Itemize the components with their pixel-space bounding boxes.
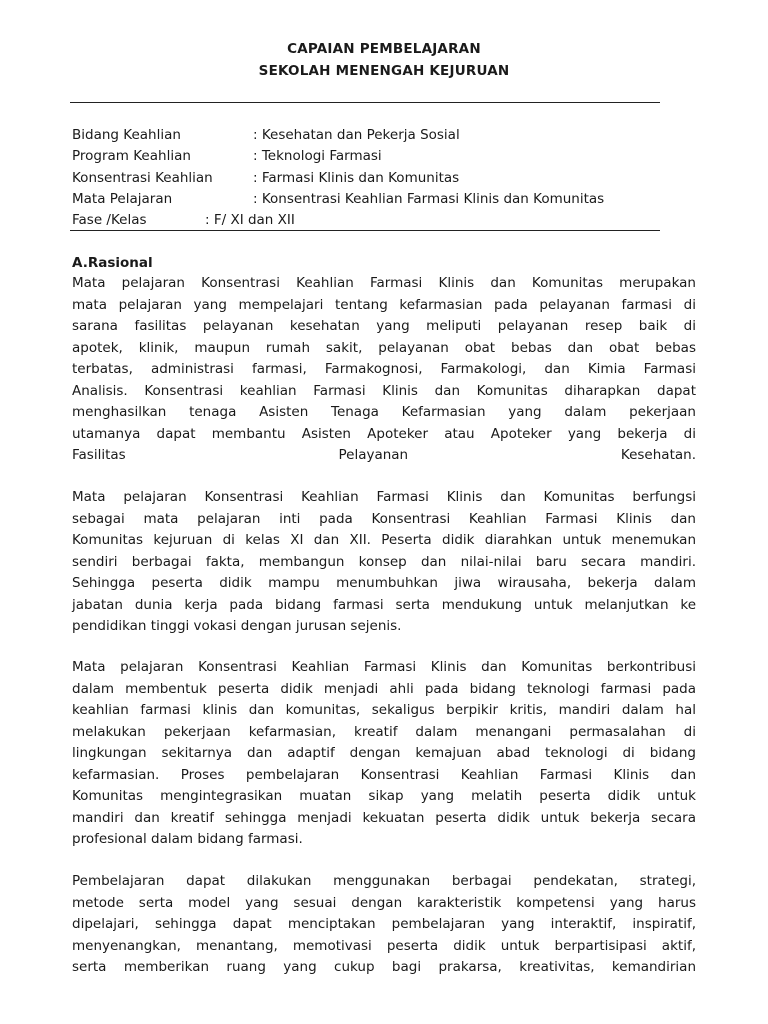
paragraph-line: sarana fasilitas pelayanan kesehatan yang meliputi pelayanan resep baik di: [72, 318, 696, 334]
paragraph-line: dalam membentuk peserta didik menjadi ahli pada bidang teknologi farmasi pada: [72, 680, 696, 697]
header-divider: [70, 102, 660, 103]
meta-label: Program Keahlian: [72, 148, 191, 164]
meta-label: Fase /Kelas: [72, 212, 147, 228]
paragraph-line: keahlian farmasi klinis dan komunitas, sekaligus berpikir kritis, mandiri dalam hal: [72, 702, 696, 718]
paragraph-line: apotek, klinik, maupun rumah sakit, pelayanan obat bebas dan obat bebas: [72, 339, 696, 356]
section-heading-rasional: A.Rasional: [72, 255, 153, 271]
meta-row-konsentrasi: [72, 170, 460, 186]
meta-divider: [70, 230, 660, 231]
paragraph-line: Sehingga peserta didik mampu menumbuhkan jiwa wirausaha, bekerja dalam: [72, 575, 696, 591]
meta-label: Mata Pelajaran: [72, 191, 173, 207]
paragraph-line: Mata pelajaran Konsentrasi Keahlian Farmasi Klinis dan Komunitas berfungsi: [72, 489, 696, 505]
meta-row-program: [72, 148, 382, 164]
paragraph-line: serta memberikan ruang yang cukup bagi prakarsa, kreativitas, kemandirian: [72, 959, 696, 975]
paragraph-line: sebagai mata pelajaran inti pada Konsentrasi Keahlian Farmasi Klinis dan: [72, 510, 696, 527]
paragraph-line: Komunitas mengintegrasikan muatan sikap yang melatih peserta didik untuk: [72, 788, 696, 804]
paragraph-line: sendiri berbagai fakta, membangun konsep dan nilai-nilai baru secara mandiri.: [72, 553, 696, 570]
paragraph-line: terbatas, administrasi farmasi, Farmakognosi, Farmakologi, dan Kimia Farmasi: [72, 361, 696, 377]
paragraph-line: utamanya dapat membantu Asisten Apoteker atau Apoteker yang bekerja di: [72, 425, 696, 442]
paragraph-line: melakukan pekerjaan kefarmasian, kreatif dalam menangani permasalahan di: [72, 723, 696, 740]
meta-value: : Konsentrasi Keahlian Farmasi Klinis dan Komunitas: [253, 191, 605, 207]
paragraph-3: [72, 657, 696, 851]
paragraph-line: Mata pelajaran Konsentrasi Keahlian Farmasi Klinis dan Komunitas merupakan: [72, 275, 696, 291]
meta-value: : F/ XI dan XII: [205, 212, 295, 228]
paragraph-line: jabatan dunia kerja pada bidang farmasi serta mendukung untuk melanjutkan ke: [72, 596, 696, 613]
meta-row-fase: [72, 212, 295, 228]
paragraph-2: [72, 487, 696, 638]
paragraph-line: profesional dalam bidang farmasi.: [72, 831, 303, 847]
paragraph-4: [72, 871, 696, 979]
document-title: CAPAIAN PEMBELAJARAN: [287, 41, 481, 57]
paragraph-line: menyenangkan, menantang, memotivasi peserta didik untuk berpartisipasi aktif,: [72, 937, 696, 954]
paragraph-line: lingkungan sekitarnya dan adaptif dengan kemajuan abad teknologi di bidang: [72, 745, 696, 761]
paragraph-line: Pembelajaran dapat dilakukan menggunakan berbagai pendekatan, strategi,: [72, 873, 696, 889]
paragraph-line: Fasilitas Pelayanan Kesehatan.: [72, 447, 696, 463]
meta-value: : Farmasi Klinis dan Komunitas: [253, 170, 460, 186]
paragraph-line: mata pelajaran yang mempelajari tentang kefarmasian pada pelayanan farmasi di: [72, 296, 696, 313]
paragraph-line: menghasilkan tenaga Asisten Tenaga Kefarmasian yang dalam pekerjaan: [72, 404, 696, 420]
paragraph-line: kefarmasian. Proses pembelajaran Konsentrasi Keahlian Farmasi Klinis dan: [72, 766, 696, 783]
paragraph-1: [72, 273, 696, 467]
paragraph-line: pendidikan tinggi vokasi dengan jurusan sejenis.: [72, 618, 402, 634]
paragraph-line: Komunitas kejuruan di kelas XI dan XII. Peserta didik diarahkan untuk menemukan: [72, 532, 696, 548]
meta-value: : Kesehatan dan Pekerja Sosial: [253, 127, 460, 143]
meta-label: Konsentrasi Keahlian: [72, 170, 213, 186]
paragraph-line: dipelajari, sehingga dapat menciptakan pembelajaran yang interaktif, inspiratif,: [72, 916, 696, 932]
meta-value: : Teknologi Farmasi: [253, 148, 382, 164]
meta-row-mapel: [72, 191, 605, 207]
document-subtitle: SEKOLAH MENENGAH KEJURUAN: [258, 63, 510, 79]
paragraph-line: Mata pelajaran Konsentrasi Keahlian Farmasi Klinis dan Komunitas berkontribusi: [72, 659, 696, 675]
paragraph-line: mandiri dan kreatif sehingga menjadi kekuatan peserta didik untuk bekerja secara: [72, 809, 696, 826]
meta-row-bidang: [72, 127, 460, 143]
meta-label: Bidang Keahlian: [72, 127, 181, 143]
paragraph-line: metode serta model yang sesuai dengan karakteristik kompetensi yang harus: [72, 894, 696, 911]
paragraph-line: Analisis. Konsentrasi keahlian Farmasi Klinis dan Komunitas diharapkan dapat: [72, 382, 696, 399]
